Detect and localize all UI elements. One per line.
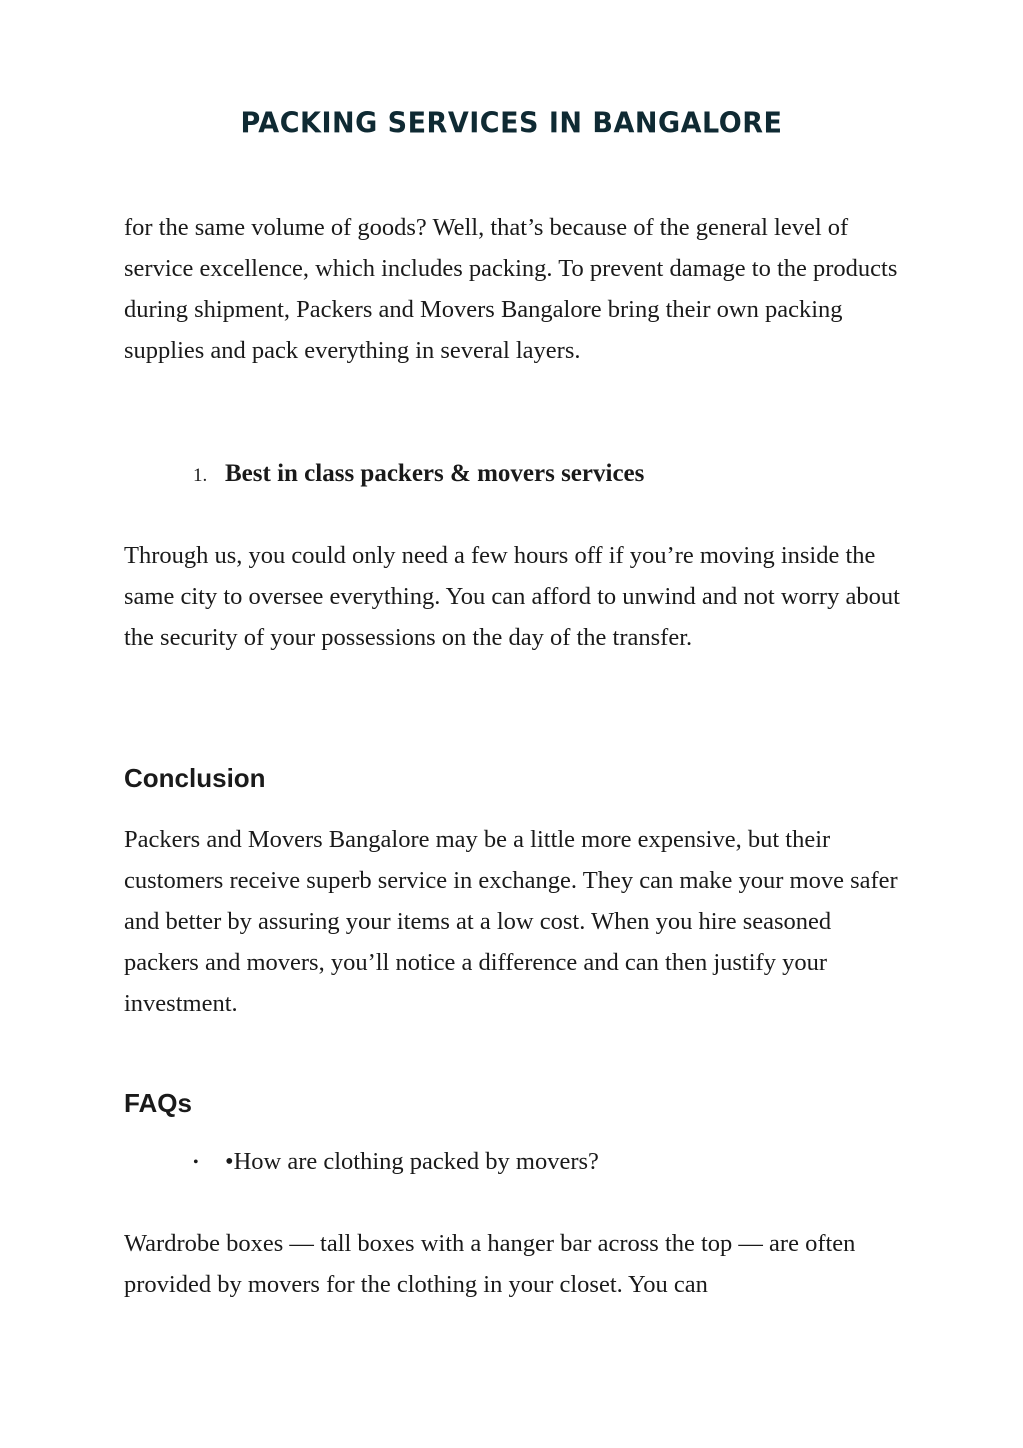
list-number: 1. [193,465,208,486]
paragraph-services: Through us, you could only need a few hours off if you’re moving inside the same city to oversee everything. You can afford to unwind and not worry about the security of your possessions on the day of the transfer. [124,542,900,651]
bulleted-list-item [193,1146,599,1179]
document-title: PACKING SERVICES IN BANGALORE [240,107,783,140]
faqs-heading: FAQs [124,1088,192,1118]
numbered-list-item [193,458,644,492]
bullet-marker: • [193,1154,199,1172]
paragraph-intro: for the same volume of goods? Well, that’s because of the general level of service excellence, which includes packing. To prevent damage to the products during shipment, Packers and Movers Bangalore bring their own packing supplies and pack everything in several layers. [124,214,898,364]
paragraph-conclusion: Packers and Movers Bangalore may be a little more expensive, but their customers receive superb service in exchange. They can make your move safer and better by assuring your items at a low cost. When you hire seasoned packers and movers, you’ll notice a difference and can then justify your investment. [124,826,898,1017]
paragraph-faq-answer: Wardrobe boxes — tall boxes with a hanger bar across the top — are often provided by movers for the clothing in your closet. You can [124,1230,856,1298]
conclusion-heading: Conclusion [124,763,266,793]
faq-question: •How are clothing packed by movers? [225,1148,599,1175]
list-item-text: Best in class packers & movers services [225,460,645,487]
